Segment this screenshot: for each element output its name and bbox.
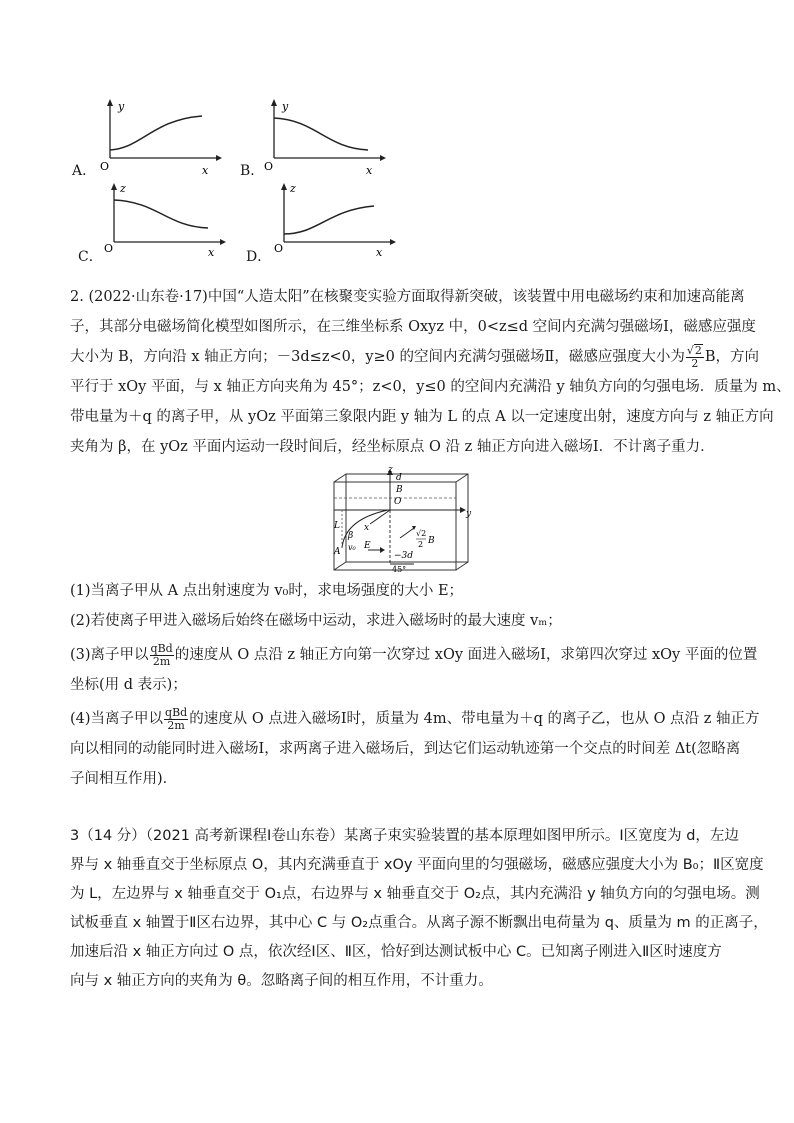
curve-d — [284, 206, 374, 234]
question-2 — [70, 282, 791, 462]
sub-question-3: (3)离子甲以 $\frac{\text{qBd}}{2m}$ 的速度从 O 点沿 z 轴正方向第一次穿过 xOy 面进入磁场Ⅰ，求第四次穿过 xOy 平面的位置 — [70, 641, 758, 668]
option-d-graph — [266, 180, 396, 260]
fig-l: L — [334, 521, 340, 531]
q3-line-4: 试板垂直 x 轴置于Ⅱ区右边界，其中心 C 与 O₂点重合。从离子源不断飘出电荷量为 q、质量为 m 的正离子， — [70, 915, 768, 931]
option-a-label[interactable]: A． — [72, 163, 97, 179]
sub-question-2: (2)若使离子甲进入磁场后始终在磁场中运动，求进入磁场时的最大速度 vₘ； — [70, 613, 562, 629]
sub-question-4: (4)当离子甲以 $\frac{\text{qBd}}{2m}$ 的速度从 O 点进入磁场Ⅰ时，质量为 4m、带电量为＋q 的离子乙，也从 O 点沿 z 轴正方 — [70, 705, 760, 732]
fig-minus3d: −3d — [394, 551, 414, 561]
q3-line-5: 加速后沿 x 轴正方向过 O 点，依次经Ⅰ区、Ⅱ区，恰好到达测试板中心 C。已知离子刚进入Ⅱ区时速度方 — [70, 944, 722, 960]
option-c-graph — [96, 180, 226, 260]
origin-label: O — [264, 160, 274, 173]
origin-label: O — [100, 160, 110, 173]
q2-line-3: 大小为 B，方向沿 x 轴正方向；－3d≤z<0，y≥0 的空间内充满匀强磁场Ⅱ，磁感应强度大小为 $\frac{√2}{2}$ B，方向 — [70, 344, 760, 370]
fig-o: O — [394, 497, 402, 507]
q3-line-1: 3（14 分）（2021 高考新课程Ⅰ卷山东卷）某离子束实验装置的基本原理如图甲所示。Ⅰ区宽度为 d，左边 — [70, 828, 739, 844]
axis-x-label: x — [376, 246, 383, 259]
axis-x-label: x — [202, 164, 209, 177]
sub-question-1: (1)当离子甲从 A 点出射速度为 v₀时，求电场强度的大小 E； — [70, 583, 464, 599]
q3-line-2: 界与 x 轴垂直交于坐标原点 O，其内充满垂直于 xOy 平面向里的匀强磁场，磁感应强度大小为 B₀；Ⅱ区宽度 — [70, 857, 764, 873]
q2-line-6: 夹角为 β，在 yOz 平面内运动一段时间后，经坐标原点 O 沿 z 轴正方向进入磁场Ⅰ．不计离子重力． — [70, 439, 715, 455]
sub-question-3-cont: 坐标(用 d 表示)； — [70, 677, 187, 693]
sub-question-4-end: 子间相互作用)． — [70, 771, 178, 787]
option-d-label[interactable]: D． — [246, 249, 272, 265]
option-b-graph — [256, 98, 386, 178]
q3-line-3: 为 L，左边界与 x 轴垂直交于 O₁点，右边界与 x 轴垂直交于 O₂点，其内充满沿 y 轴负方向的匀强电场。测 — [70, 886, 760, 902]
curve-c — [114, 200, 208, 228]
fig-d: d — [396, 473, 402, 483]
fig-x: x — [364, 523, 370, 533]
fig-two: 2 — [418, 540, 424, 549]
curve-b — [274, 118, 368, 150]
axis-x-label: x — [366, 164, 373, 177]
fig-b: B — [396, 485, 403, 495]
field-diagram — [330, 465, 475, 578]
axis-z-label: z — [120, 182, 126, 195]
fig-z: z — [388, 465, 393, 475]
origin-label: O — [274, 242, 284, 255]
axis-z-label: z — [290, 182, 296, 195]
sub-question-4-cont: 向以相同的动能同时进入磁场Ⅰ，求两离子进入磁场后，到达它们运动轨迹第一个交点的时间差 Δt(忽略离 — [70, 741, 741, 757]
q2-subquestions — [70, 576, 760, 794]
q2-line-1: 2. (2022·山东卷·17)中国“人造太阳”在核聚变实验方面取得新突破，该装置中用电磁场约束和加速高能离 — [70, 289, 745, 305]
axis-x-label: x — [208, 246, 215, 259]
fig-sqrt2: √2 — [416, 529, 427, 538]
option-b-label[interactable]: B． — [240, 163, 265, 179]
fraction-qbd-2m-2: $\frac{\text{qBd}}{2m}$ — [165, 705, 188, 732]
fig-angle: 45° — [392, 565, 407, 574]
fig-beta: β — [348, 531, 354, 541]
axis-y-label: y — [118, 100, 125, 113]
option-a-graph — [92, 98, 222, 178]
fig-y: y — [466, 509, 472, 519]
origin-label: O — [104, 242, 114, 255]
q2-line-5: 带电量为＋q 的离子甲，从 yOz 平面第三象限内距 y 轴为 L 的点 A 以一定速度出射，速度方向与 z 轴正方向 — [70, 409, 774, 425]
curve-a — [110, 116, 202, 150]
option-c-label[interactable]: C． — [78, 249, 103, 265]
q3-line-6: 向与 x 轴正方向的夹角为 θ。忽略离子间的相互作用，不计重力。 — [70, 973, 493, 989]
q2-line-2: 子，其部分电磁场简化模型如图所示，在三维坐标系 Oxyz 中，0<z≤d 空间内充满匀强磁场Ⅰ，磁感应强度 — [70, 319, 756, 335]
fraction-qbd-2m: $\frac{\text{qBd}}{2m}$ — [150, 641, 173, 668]
fig-e: E — [364, 541, 371, 551]
sqrt2-over-2: $\frac{√2}{2}$ — [686, 344, 702, 370]
fig-v0: v₀ — [348, 543, 356, 552]
fig-a: A — [334, 547, 341, 557]
axis-y-label: y — [282, 100, 289, 113]
question-3 — [70, 822, 768, 996]
q2-line-4: 平行于 xOy 平面，与 x 轴正方向夹角为 45°；z<0，y≤0 的空间内充满沿 y 轴负方向的匀强电场．质量为 m、 — [70, 379, 791, 395]
fig-b2: B — [428, 536, 435, 546]
